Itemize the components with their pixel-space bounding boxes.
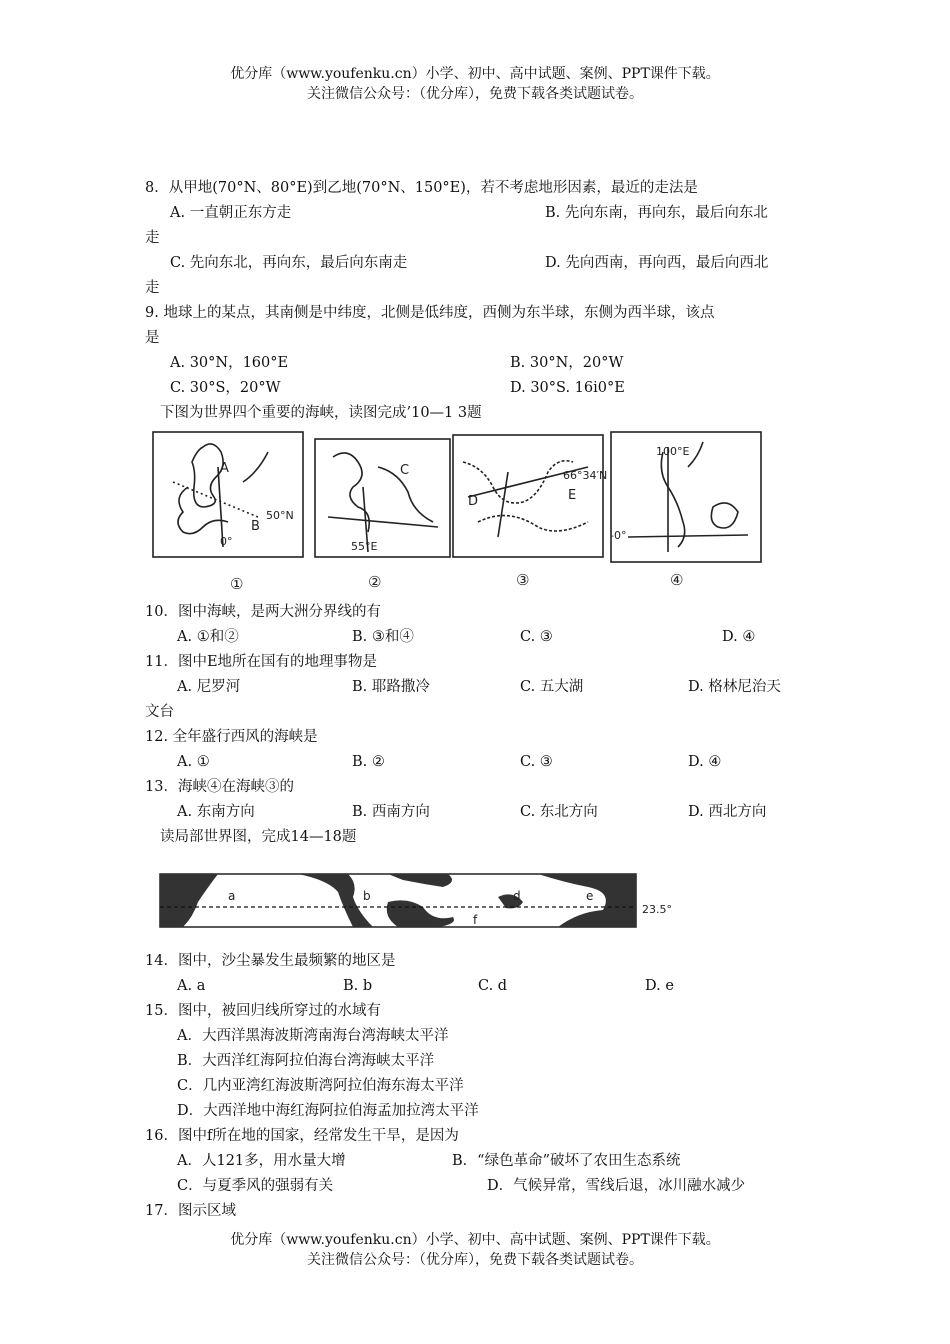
q15-option-d: D．大西洋地中海红海阿拉伯海孟加拉湾太平洋 xyxy=(177,1103,479,1119)
footer-line-2: 关注微信公众号：（优分库），免费下载各类试题试卷。 xyxy=(307,1252,643,1268)
q15-stem: 15．图中，被回归线所穿过的水域有 xyxy=(145,1003,381,1019)
q8-option-d: D. 先向西南，再向西，最后向西北 xyxy=(545,255,769,271)
q16-option-b: B．“绿色革命”破坏了农田生态系统 xyxy=(452,1153,681,1169)
q16-option-a: A．人121多，用水量大增 xyxy=(177,1153,346,1169)
q11-option-d: D. 格林尼治天 xyxy=(688,679,781,695)
world-label-b: b xyxy=(363,889,371,903)
map-4-lon: 100°E xyxy=(656,445,690,458)
map-1-label-a: A xyxy=(220,461,229,476)
map-3-number: ③ xyxy=(516,571,530,589)
q13-option-b: B. 西南方向 xyxy=(352,804,430,820)
q11-stem: 11．图中E地所在国有的地理事物是 xyxy=(145,654,378,670)
q11-option-a: A. 尼罗河 xyxy=(177,679,241,695)
world-label-d: d xyxy=(513,889,521,903)
q14-option-a: A. a xyxy=(177,978,206,994)
q12-option-a: A. ① xyxy=(177,754,210,770)
q9-stem-wrap: 是 xyxy=(145,330,160,346)
q15-option-c: C．几内亚湾红海波斯湾阿拉伯海东海太平洋 xyxy=(177,1078,464,1094)
q15-option-a: A．大西洋黑海波斯湾南海台湾海峡太平洋 xyxy=(177,1028,449,1044)
world-label-a: a xyxy=(228,889,236,903)
q10-option-a: A. ①和② xyxy=(177,629,239,645)
header-line-1: 优分库（www.youfenku.cn）小学、初中、高中试题、案例、PPT课件下载。 xyxy=(230,66,720,82)
q8-stem: 8．从甲地(70°N、80°E)到乙地(70°N、150°E)，若不考虑地形因素，最近的走法是 xyxy=(145,180,698,196)
q9-option-d: D. 30°S. 16i0°E xyxy=(510,380,625,396)
q11-option-d-wrap: 文台 xyxy=(145,704,174,720)
map-1-number: ① xyxy=(230,575,244,593)
map-3-label-e: E xyxy=(568,488,577,503)
q9-option-a: A. 30°N，160°E xyxy=(170,355,289,371)
world-label-e: e xyxy=(586,889,594,903)
map-1-lon: 0° xyxy=(220,535,233,548)
q11-option-c: C. 五大湖 xyxy=(520,679,584,695)
intro-10-13: 下图为世界四个重要的海峡，读图完成’10—1 3题 xyxy=(160,405,482,421)
q8-option-d-wrap: 走 xyxy=(145,280,160,296)
q14-option-b: B. b xyxy=(343,978,373,994)
q9-option-b: B. 30°N，20°W xyxy=(510,355,624,371)
map-2-label-c: C xyxy=(400,463,410,478)
q13-stem: 13．海峡④在海峡③的 xyxy=(145,779,294,795)
q12-option-b: B. ② xyxy=(352,754,385,770)
intro-14-18: 读局部世界图，完成14—18题 xyxy=(160,829,357,845)
q10-option-b: B. ③和④ xyxy=(352,629,414,645)
q10-option-d: D. ④ xyxy=(722,629,756,645)
map-2-number: ② xyxy=(368,573,382,591)
q9-stem: 9. 地球上的某点，其南侧是中纬度，北侧是低纬度，西侧为东半球，东侧为西半球，该点 xyxy=(145,305,715,321)
map-2-lon: 55°E xyxy=(351,540,378,553)
header-line-2: 关注微信公众号：（优分库），免费下载各类试题试卷。 xyxy=(307,86,643,102)
map-4-number: ④ xyxy=(670,571,684,589)
q8-option-c: C. 先向东北，再向东，最后向东南走 xyxy=(170,255,408,271)
q11-option-b: B. 耶路撒冷 xyxy=(352,679,430,695)
world-label-f: f xyxy=(473,913,478,927)
world-lat-label: 23.5° xyxy=(642,903,672,916)
q8-option-b: B. 先向东南，再向东，最后向东北 xyxy=(545,205,768,221)
straits-figure xyxy=(148,427,773,595)
q13-option-d: D. 西北方向 xyxy=(688,804,767,820)
map-3-label-d: D xyxy=(468,494,479,509)
map-1-label-b: B xyxy=(251,519,260,534)
q12-stem: 12. 全年盛行西风的海峡是 xyxy=(145,729,318,745)
q10-option-c: C. ③ xyxy=(520,629,553,645)
q9-option-c: C. 30°S，20°W xyxy=(170,380,281,396)
q14-option-d: D. e xyxy=(645,978,674,994)
q8-option-b-wrap: 走 xyxy=(145,230,160,246)
q16-option-c: C．与夏季风的强弱有关 xyxy=(177,1178,334,1194)
q12-option-c: C. ③ xyxy=(520,754,553,770)
map-1-lat: 50°N xyxy=(266,509,294,522)
q16-stem: 16．图中f所在地的国家，经常发生干旱，是因为 xyxy=(145,1128,459,1144)
map-4-lat: -0° xyxy=(610,529,627,542)
q13-option-a: A. 东南方向 xyxy=(177,804,255,820)
q17-stem: 17．图示区域 xyxy=(145,1203,236,1219)
q10-stem: 10．图中海峡，是两大洲分界线的有 xyxy=(145,604,381,620)
q15-option-b: B．大西洋红海阿拉伯海台湾海峡太平洋 xyxy=(177,1053,435,1069)
map-3-lat: 66°34′N xyxy=(563,469,608,482)
q12-option-d: D. ④ xyxy=(688,754,722,770)
world-strip-figure xyxy=(158,872,688,930)
map-2-frame xyxy=(315,439,450,557)
q13-option-c: C. 东北方向 xyxy=(520,804,598,820)
q8-option-a: A. 一直朝正东方走 xyxy=(170,205,292,221)
q14-stem: 14．图中，沙尘暴发生最频繁的地区是 xyxy=(145,953,396,969)
q14-option-c: C. d xyxy=(478,978,508,994)
footer-line-1: 优分库（www.youfenku.cn）小学、初中、高中试题、案例、PPT课件下载。 xyxy=(230,1232,720,1248)
q16-option-d: D．气候异常，雪线后退，冰川融水减少 xyxy=(487,1178,746,1194)
